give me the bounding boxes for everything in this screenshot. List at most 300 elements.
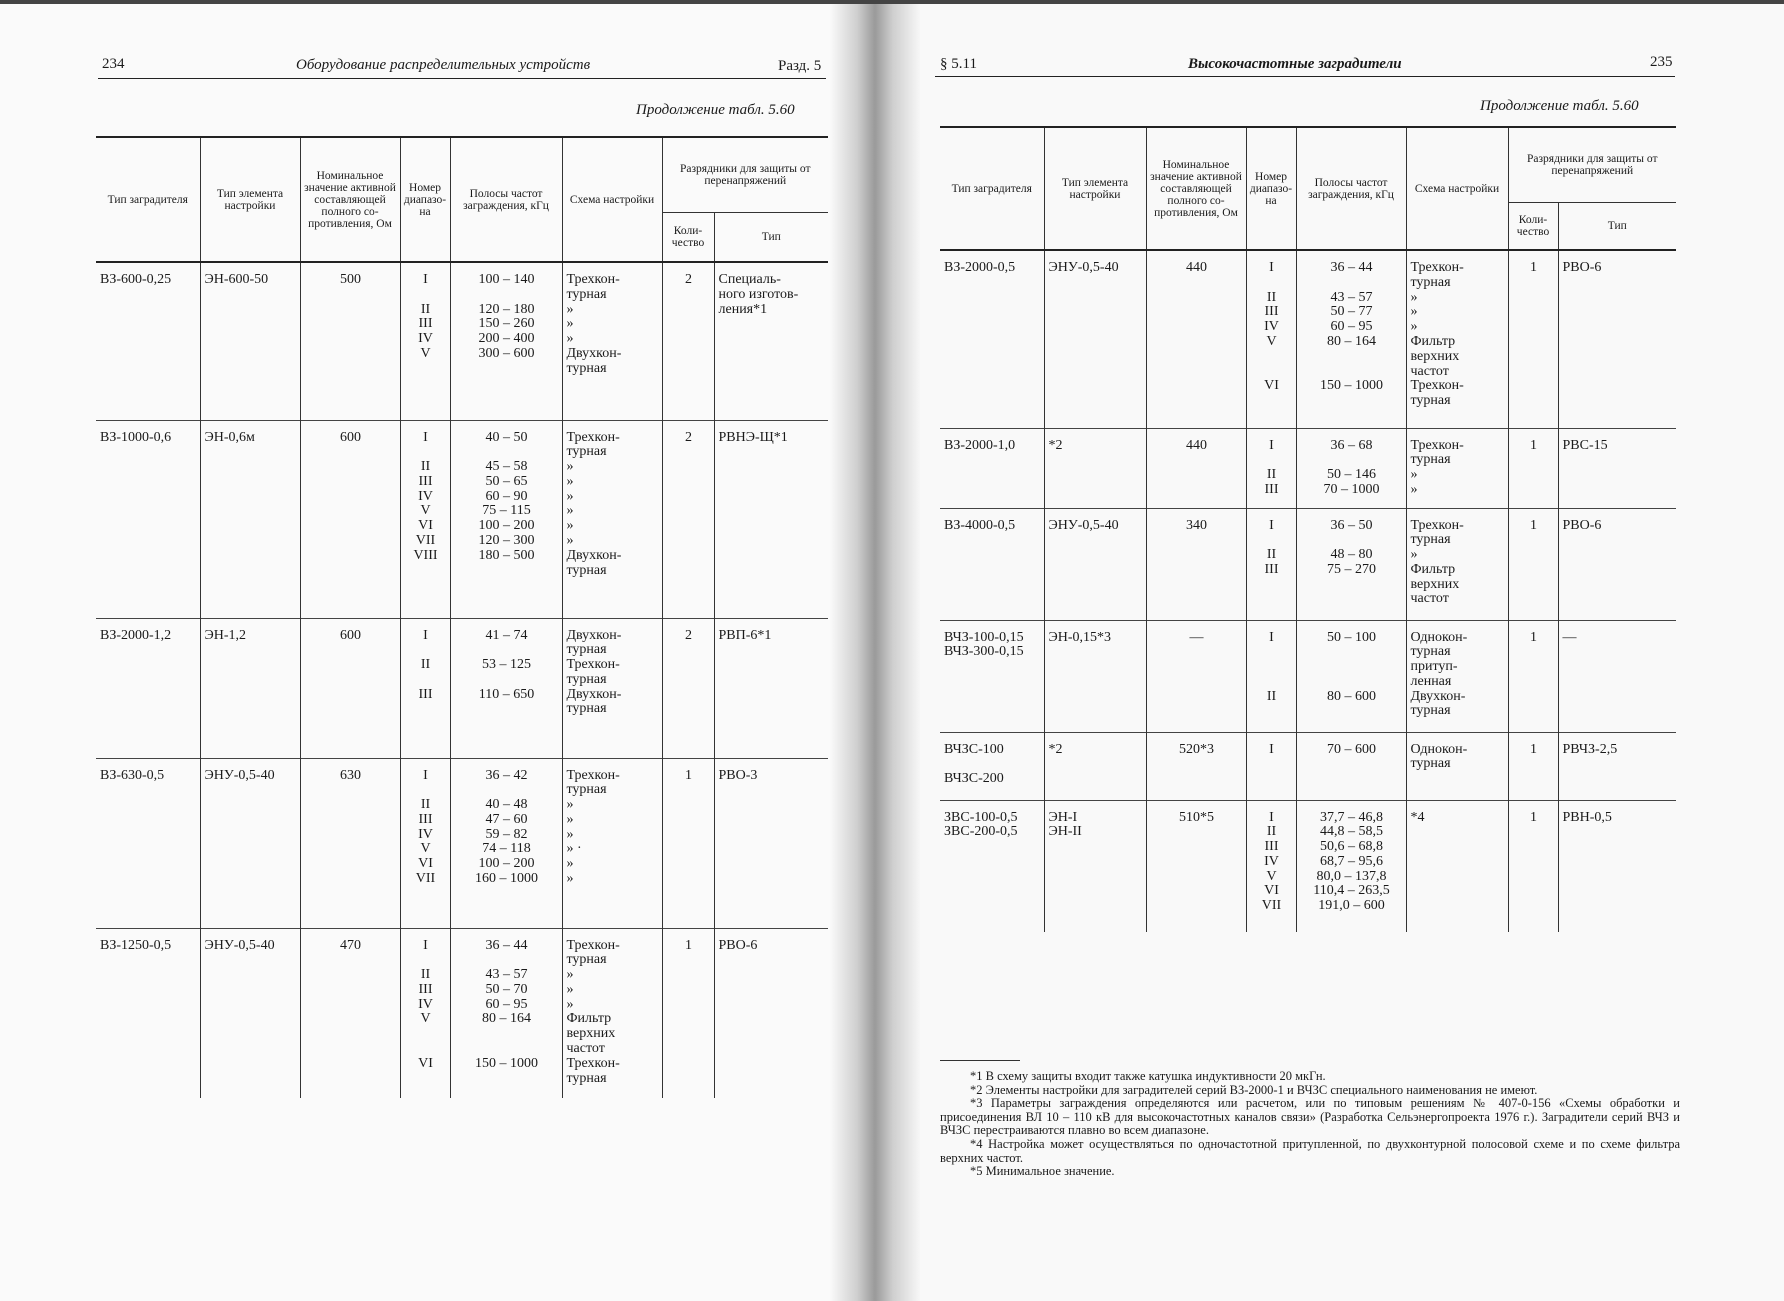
col-nominal-header: Номинальное значение активной составляющей полного сопротивления, Ом [300,137,400,262]
footnote: *5 Минимальное значение. [970,1164,1115,1179]
scan-edge [0,0,1784,4]
cell-scheme-line: » [566,473,574,489]
cell-nominal: 510*5 [1146,800,1246,932]
cell-range [400,618,450,758]
cell-bands-line: 50 – 77 [1330,304,1373,320]
cell-range-line: III [1264,481,1279,497]
cell-bands-line [455,643,559,658]
cell-bands-line: 36 – 68 [1330,437,1373,453]
right-running-title: Высокочастотные заградители [1188,56,1402,72]
cell-range-line [1251,645,1293,660]
left-running-title: Оборудование распределительных устройств [296,57,591,73]
cell-scheme-line: турная [566,1070,607,1086]
cell-scheme-line: турная [566,444,607,460]
cell-arrtype [1558,800,1676,932]
cell-bands [1296,428,1406,508]
cell-scheme-line: » [566,316,574,332]
cell-bands-line: 100 – 200 [478,856,535,872]
cell-bands-line [1301,350,1403,365]
right-section: § 5.11 [940,56,977,72]
cell-range-line [405,783,447,798]
right-table [940,126,1676,932]
cell-arrtype [1558,732,1676,800]
cell-bands-line: 43 – 57 [1330,289,1373,305]
cell-bands-line [455,1027,559,1042]
cell-type-line: ВЗ-2000-1,0 [944,437,1016,453]
cell-range-line: III [418,473,433,489]
cell-arrtype [714,618,828,758]
cell-scheme [1406,800,1508,932]
cell-scheme [562,928,662,1098]
cell-bands [1296,620,1406,732]
cell-bands-line: 150 – 1000 [475,1055,538,1071]
cell-range-line: VII [415,871,436,887]
cell-scheme-line: » [566,533,574,549]
cell-bands-line: 36 – 44 [1330,260,1373,275]
col-type-header: Тип заградителя [940,127,1044,250]
col-scheme-header: Схема настройки [1406,127,1508,250]
col-scheme-header: Схема настройки [562,137,662,262]
cell-scheme-line: » [566,518,574,534]
col-count-header: Количество [662,212,714,262]
cell-bands-line: 150 – 1000 [1320,378,1383,394]
cell-nominal: 520*3 [1146,732,1246,800]
cell-scheme-line: Трехкон- [1410,517,1464,533]
cell-scheme-line: » [566,503,574,519]
cell-range-line [405,643,447,658]
cell-range-line: I [1269,629,1274,645]
cell-bands-line: 74 – 118 [482,841,531,857]
table-row [940,800,1676,932]
cell-scheme-line: » [1410,319,1418,335]
cell-arrtype-line: РВН-0,5 [1562,809,1612,825]
footnotes-rule [940,1060,1020,1061]
cell-bands-line [1301,660,1403,675]
cell-type [940,428,1044,508]
cell-scheme-line: Трехкон- [1410,378,1464,394]
cell-range [1246,800,1296,932]
cell-range-line: VI [418,856,433,872]
cell-bands-line [455,953,559,968]
cell-range-line [405,445,447,460]
cell-range-line: V [420,1011,431,1027]
right-header-rule [935,76,1675,77]
cell-bands-line: 50 – 65 [485,473,528,489]
cell-scheme-line: » [566,301,574,317]
right-page-number: 235 [1650,54,1673,70]
left-page-number: 234 [102,56,125,72]
cell-range-line: IV [418,996,433,1012]
cell-arrtype [1558,620,1676,732]
cell-range-line [1251,660,1293,675]
cell-scheme-line: » [566,871,574,887]
cell-scheme-line: турная [566,671,607,687]
cell-arrtype-line: ного изготов- [718,286,799,302]
cell-bands-line: 68,7 – 95,6 [1320,853,1383,869]
cell-scheme-line: Трехкон- [566,657,620,673]
cell-element [1044,800,1146,932]
cell-bands-line [455,783,559,798]
cell-nominal: 340 [1146,508,1246,620]
cell-scheme-line: частот [566,1041,605,1057]
cell-scheme-line: » [566,459,574,475]
cell-scheme-line: турная [566,562,607,578]
cell-bands-line [1301,276,1403,291]
cell-scheme-line: турная [566,642,607,658]
cell-element: ЭН-1,2 [200,618,300,758]
footnote: *1 В схему защиты входит также катушка индуктивности 20 мкГн. [970,1069,1326,1083]
cell-range-line [1251,276,1293,291]
cell-scheme [562,420,662,618]
cell-type [940,732,1044,800]
cell-scheme-line: Трехкон- [566,272,620,287]
cell-bands-line: 180 – 500 [478,547,535,563]
cell-bands [1296,732,1406,800]
col-arrtype-header: Тип [1558,202,1676,250]
cell-range-line: II [1266,289,1277,305]
table-row [940,428,1676,508]
cell-bands [450,928,562,1098]
cell-range-line: I [1269,437,1274,453]
cell-range-line: III [1264,304,1279,320]
cell-bands-line: 110 – 650 [478,686,535,702]
col-range-header: Номер диапазона [1246,127,1296,250]
cell-scheme-line: верхних [1410,348,1460,364]
cell-range-line: I [423,272,428,287]
cell-type: ВЗ-2000-1,2 [100,627,172,643]
cell-range-line [1251,453,1293,468]
cell-scheme-line: турная [1410,756,1451,772]
cell-arrtype-line: РВО-6 [718,937,758,953]
cell-scheme-line: турная [1410,532,1451,548]
cell-scheme [562,618,662,758]
table-row [940,508,1676,620]
cell-type: ВЗ-1250-0,5 [100,937,172,953]
table-row [96,262,828,420]
cell-bands-line [1301,533,1403,548]
cell-bands-line: 50 – 100 [1327,629,1376,645]
cell-arrtype-line: РВО-3 [718,767,758,783]
col-nominal-header: Номинальное значение активной составляющей полного сопротивления, Ом [1146,127,1246,250]
cell-scheme-line: турная [566,286,607,302]
cell-count: 1 [1508,732,1558,800]
cell-scheme-line: » [566,826,574,842]
cell-bands-line: 80 – 164 [482,1011,531,1027]
cell-range-line: IV [418,488,433,504]
book-spine [830,0,920,1301]
cell-bands-line: 120 – 180 [478,301,535,317]
col-element-header: Тип элемента настройки [1044,127,1146,250]
cell-scheme-line: » [566,331,574,347]
cell-element: ЭНУ-0,5-40 [200,928,300,1098]
cell-range-line: VI [1264,883,1279,899]
cell-element [1044,620,1146,732]
cell-type-line: ВЗ-4000-0,5 [944,517,1016,533]
cell-bands-line [455,673,559,688]
cell-scheme [562,758,662,928]
cell-scheme [1406,250,1508,428]
cell-range-line: II [420,967,431,983]
cell-scheme-line: турная [1410,274,1451,290]
cell-bands-line: 70 – 1000 [1323,481,1380,497]
cell-nominal: 600 [300,420,400,618]
cell-type: ВЗ-1000-0,6 [100,429,172,445]
cell-arrtype [1558,250,1676,428]
cell-scheme-line: турная [566,701,607,717]
cell-type [940,250,1044,428]
cell-bands-line: 100 – 140 [478,272,535,287]
cell-bands [450,262,562,420]
left-table [96,136,828,1098]
cell-bands-line: 80 – 600 [1327,688,1376,704]
cell-bands-line: 200 – 400 [478,331,535,347]
cell-arrtype [1558,508,1676,620]
col-range-header: Номер диапазона [400,137,450,262]
cell-type-line: ВЧЗС-200 [944,771,1004,787]
table-row [940,620,1676,732]
cell-range-line [1251,675,1293,690]
cell-bands-line [455,1042,559,1057]
cell-element [1044,428,1146,508]
cell-range-line [1251,533,1293,548]
cell-type-line [944,757,1041,772]
cell-element [1044,250,1146,428]
cell-bands [1296,508,1406,620]
cell-bands-line [1301,675,1403,690]
cell-scheme-line: частот [1410,591,1449,607]
cell-count: 1 [1508,508,1558,620]
cell-scheme-line: Фильтр [566,1011,612,1027]
cell-scheme-line: Двухкон- [566,547,622,563]
cell-range-line: I [423,429,428,445]
cell-bands-line: 36 – 44 [485,937,528,953]
cell-element-line: ЭНУ-0,5-40 [1048,260,1119,275]
cell-bands-line: 110,4 – 263,5 [1313,883,1390,899]
cell-range-line: II [1266,824,1277,840]
cell-bands-line [1301,645,1403,660]
cell-range-line: III [418,316,433,332]
cell-scheme-line: Трехкон- [566,767,620,783]
cell-bands-line: 60 – 95 [485,996,528,1012]
cell-range-line: VI [418,1055,433,1071]
cell-arrtype-line: ления*1 [718,301,768,317]
cell-scheme-line: турная [1410,703,1451,719]
cell-type [940,800,1044,932]
cell-scheme-line: Трехкон- [566,1055,620,1071]
cell-bands-line: 70 – 600 [1327,741,1376,757]
col-arresters-header: Разрядники для защиты от перенапряжений [1508,127,1676,202]
cell-range-line: V [420,345,431,361]
cell-arrtype-line: РВО-6 [1562,260,1602,275]
cell-range-line: VI [1264,378,1279,394]
cell-type [940,620,1044,732]
cell-nominal: 600 [300,618,400,758]
cell-element: ЭН-0,6м [200,420,300,618]
cell-range [1246,620,1296,732]
cell-scheme-line: » [1410,304,1418,320]
cell-bands-line: 41 – 74 [485,627,528,643]
cell-scheme-line: Однокон- [1410,741,1468,757]
cell-count: 2 [662,420,714,618]
cell-range [1246,508,1296,620]
cell-scheme [1406,620,1508,732]
right-continuation: Продолжение табл. 5.60 [1480,98,1639,114]
cell-range-line: I [1269,809,1274,825]
cell-range-line: I [1269,741,1274,757]
cell-scheme-line: » [566,488,574,504]
cell-scheme-line: » · [566,841,582,857]
cell-type-line: ЗВС-100-0,5 [944,809,1018,825]
cell-bands-line: 45 – 58 [485,459,528,475]
cell-nominal: 440 [1146,428,1246,508]
cell-nominal: — [1146,620,1246,732]
cell-element: ЭН-600-50 [200,262,300,420]
cell-scheme-line: Двухкон- [1410,688,1466,704]
cell-range-line: I [423,937,428,953]
cell-arrtype [714,420,828,618]
col-arrtype-header: Тип [714,212,828,262]
cell-range-line: III [418,811,433,827]
cell-bands-line: 80 – 164 [1327,333,1376,349]
left-continuation: Продолжение табл. 5.60 [636,102,795,118]
cell-range-line: III [418,981,433,997]
cell-range-line: II [1266,547,1277,563]
cell-type-line: ЗВС-200-0,5 [944,824,1018,840]
table-row [940,250,1676,428]
cell-bands-line: 40 – 50 [485,429,528,445]
cell-range-line: II [1266,688,1277,704]
cell-bands-line: 160 – 1000 [475,871,538,887]
cell-scheme-line: турная [1410,644,1451,660]
cell-type-line: ВЗ-2000-0,5 [944,260,1016,275]
cell-count: 1 [1508,250,1558,428]
cell-range-line: II [420,797,431,813]
cell-scheme-line: турная [1410,393,1451,409]
cell-bands [450,618,562,758]
cell-scheme-line: Фильтр [1410,333,1456,349]
cell-range-line: III [1264,561,1279,577]
cell-scheme-line: » [566,996,574,1012]
cell-range-line: II [1266,467,1277,483]
cell-scheme-line: Двухкон- [566,345,622,361]
cell-arrtype [714,928,828,1098]
cell-bands-line: 75 – 115 [482,503,531,519]
cell-scheme-line: турная [1410,452,1451,468]
cell-scheme [1406,732,1508,800]
cell-scheme [562,262,662,420]
cell-range-line [405,1027,447,1042]
cell-scheme-line: Однокон- [1410,629,1468,645]
cell-bands-line: 53 – 125 [482,657,531,673]
cell-range [400,928,450,1098]
cell-scheme-line: частот [1410,363,1449,379]
cell-range [1246,428,1296,508]
cell-element-line: ЭН-0,15*3 [1048,629,1112,645]
cell-range-line: VIII [413,547,438,563]
cell-scheme-line: турная [566,782,607,798]
cell-range-line: V [420,841,431,857]
cell-scheme-line: » [566,967,574,983]
cell-range [400,262,450,420]
cell-range-line: I [423,627,428,643]
cell-type-line: ВЧЗ-300-0,15 [944,644,1024,660]
footnote: *2 Элементы настройки для заградителей серий ВЗ-2000-1 и ВЧЗС специального наименования не имеют. [970,1082,1538,1097]
cell-type-line: ВЧЗС-100 [944,741,1004,757]
cell-range-line: VII [1261,898,1282,914]
cell-count: 1 [662,928,714,1098]
cell-bands-line: 300 – 600 [478,345,535,361]
cell-range [1246,250,1296,428]
cell-bands-line: 150 – 260 [478,316,535,332]
cell-bands-line: 47 – 60 [485,811,528,827]
cell-bands-line: 50 – 146 [1327,467,1376,483]
cell-range-line: V [420,503,431,519]
cell-count: 1 [1508,800,1558,932]
col-bands-header: Полосы частот заграждения, кГц [1296,127,1406,250]
cell-bands-line: 80,0 – 137,8 [1316,868,1387,884]
cell-scheme-line: притуп- [1410,659,1458,675]
cell-bands-line: 120 – 300 [478,533,535,549]
cell-scheme-line: » [566,797,574,813]
cell-type [940,508,1044,620]
cell-type-line: ВЧЗ-100-0,15 [944,629,1024,645]
cell-range-line [405,953,447,968]
cell-scheme-line: Трехкон- [566,429,620,445]
cell-bands-line: 36 – 42 [485,767,528,783]
cell-element-line: *2 [1048,437,1063,453]
cell-scheme-line: » [1410,481,1418,497]
cell-scheme-line: » [566,811,574,827]
col-element-header: Тип элемента настройки [200,137,300,262]
cell-range-line: V [1266,868,1277,884]
cell-scheme-line: » [1410,547,1418,563]
cell-bands-line: 50 – 70 [485,981,528,997]
footnotes [940,1070,1680,1179]
cell-scheme [1406,508,1508,620]
cell-scheme-line: Фильтр [1410,561,1456,577]
cell-bands-line [1301,365,1403,380]
table-row [96,928,828,1098]
cell-range-line: II [420,657,431,673]
cell-arrtype-line: Специаль- [718,272,781,287]
cell-scheme-line: верхних [566,1026,616,1042]
cell-range-line [405,1042,447,1057]
cell-scheme-line: турная [566,360,607,376]
cell-nominal: 470 [300,928,400,1098]
table-row [96,618,828,758]
cell-range-line: IV [1264,319,1279,335]
left-section: Разд. 5 [778,58,822,74]
cell-count: 1 [662,758,714,928]
cell-bands-line: 36 – 50 [1330,517,1373,533]
cell-element [1044,732,1146,800]
cell-bands-line: 48 – 80 [1330,547,1373,563]
cell-scheme-line: » [1410,467,1418,483]
cell-range-line [1251,365,1293,380]
cell-bands-line: 60 – 90 [485,488,528,504]
cell-count: 1 [1508,428,1558,508]
cell-range-line [405,673,447,688]
cell-range-line: IV [418,826,433,842]
cell-bands-line: 59 – 82 [485,826,528,842]
cell-arrtype-line: РВНЭ-Щ*1 [718,429,788,445]
col-count-header: Количество [1508,202,1558,250]
cell-scheme [1406,428,1508,508]
cell-scheme-line: Трехкон- [1410,437,1464,453]
cell-range-line [405,288,447,303]
cell-range [400,758,450,928]
cell-bands-line: 50,6 – 68,8 [1320,839,1383,855]
